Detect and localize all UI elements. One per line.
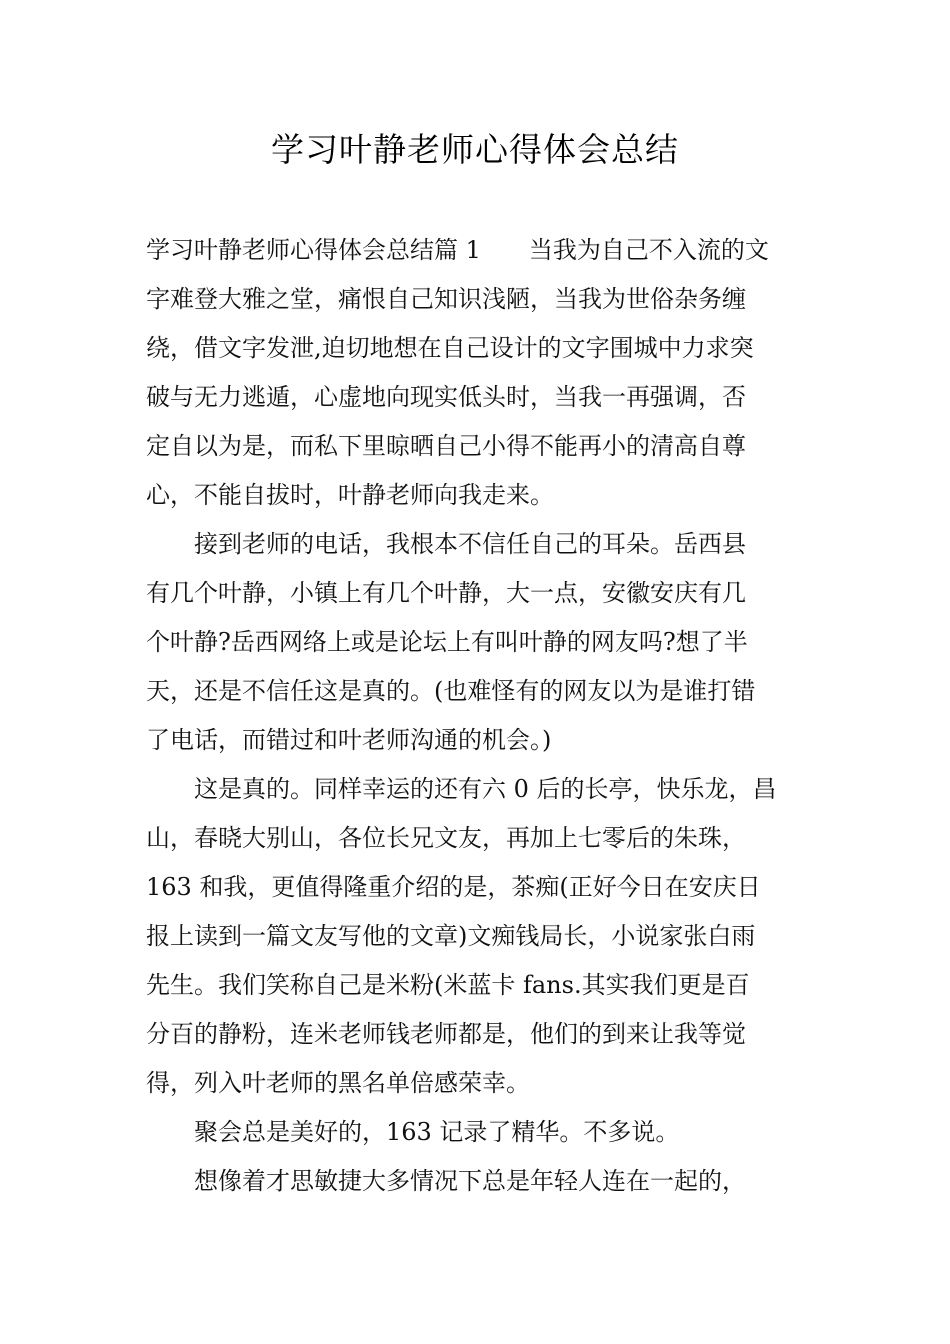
text-line: 想像着才思敏捷大多情况下总是年轻人连在一起的， [146, 1167, 746, 1195]
text-line: 了电话，而错过和叶老师沟通的机会。) [146, 726, 552, 754]
text-line: 先生。我们笑称自己是米粉(米蓝卡 fans.其实我们更是百 [146, 971, 750, 999]
text-line: 心，不能自拔时，叶静老师向我走来。 [146, 481, 554, 509]
text-line: 接到老师的电话，我根本不信任自己的耳朵。岳西县 [146, 530, 746, 558]
text-line: 163 和我，更值得隆重介绍的是，茶痴(正好今日在安庆日 [146, 873, 761, 901]
text-line: 分百的静粉，连米老师钱老师都是，他们的到来让我等觉 [146, 1020, 746, 1048]
text-line: 聚会总是美好的，163 记录了精华。不多说。 [146, 1118, 680, 1146]
text-line: 报上读到一篇文友写他的文章)文痴钱局长，小说家张白雨 [146, 922, 756, 950]
text-line: 绕，借文字发泄,迫切地想在自己设计的文字围城中力求突 [146, 334, 754, 362]
text-line: 学习叶静老师心得体会总结篇 1 当我为自己不入流的文 [146, 236, 769, 264]
text-line: 字难登大雅之堂，痛恨自己知识浅陋，当我为世俗杂务缠 [146, 285, 746, 313]
text-line: 得，列入叶老师的黑名单倍感荣幸。 [146, 1069, 530, 1097]
text-line: 这是真的。同样幸运的还有六 0 后的长亭，快乐龙，昌 [146, 775, 777, 803]
text-line: 个叶静?岳西网络上或是论坛上有叫叶静的网友吗?想了半 [146, 628, 748, 656]
text-line: 破与无力逃遁，心虚地向现实低头时，当我一再强调，否 [146, 383, 746, 411]
text-line: 山，春晓大别山，各位长兄文友，再加上七零后的朱珠， [146, 824, 746, 852]
text-line: 有几个叶静，小镇上有几个叶静，大一点，安徽安庆有几 [146, 579, 746, 607]
document-body [146, 226, 820, 1206]
document-title: 学习叶静老师心得体会总结 [271, 130, 679, 169]
text-line: 天，还是不信任这是真的。(也难怪有的网友以为是谁打错 [146, 677, 756, 705]
text-line: 定自以为是，而私下里晾晒自己小得不能再小的清高自尊 [146, 432, 746, 460]
